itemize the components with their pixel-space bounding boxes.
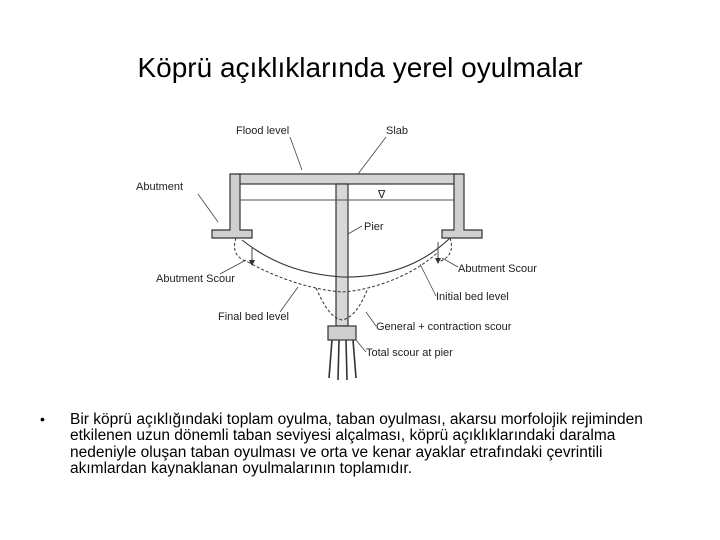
slide-title: Köprü açıklıklarında yerel oyulmalar	[137, 52, 583, 83]
bullet-text: Bir köprü açıklığındaki toplam oyulma, taban oyulması, akarsu morfolojik rejiminden etkilenen uzun dönemli taban seviyesi alçalması, köprü açıklıklarındaki daralma nedeniyle oluşan taban oyulması ve orta ve kenar ayaklar etrafındaki çevrintili akımlardan kaynaklanan oyulmalarının toplamıdır.	[70, 411, 643, 477]
label-total-scour-at-pier: Total scour at pier	[366, 347, 453, 359]
pier-footing	[328, 326, 356, 340]
bridge-scour-diagram	[120, 112, 580, 387]
water-level-symbol: ∇	[378, 189, 386, 201]
label-slab: Slab	[386, 125, 409, 137]
label-pier: Pier	[364, 221, 384, 233]
pier-column	[336, 184, 348, 326]
slab	[238, 174, 456, 184]
left-abutment-scour-line	[235, 238, 249, 262]
label-general-contraction-scour: General + contraction scour	[376, 321, 512, 333]
label-flood-level: Flood level	[236, 125, 290, 137]
pile	[346, 340, 347, 380]
pile	[353, 340, 356, 378]
label-abutment-scour-left: Abutment Scour	[156, 273, 235, 285]
label-initial-bed-level: Initial bed level	[436, 291, 509, 303]
pile	[329, 340, 332, 378]
pile	[338, 340, 339, 380]
label-abutment-scour-right: Abutment Scour	[458, 263, 537, 275]
label-abutment: Abutment	[136, 181, 184, 193]
label-final-bed-level: Final bed level	[218, 311, 289, 323]
bullet-marker: •	[40, 411, 45, 427]
